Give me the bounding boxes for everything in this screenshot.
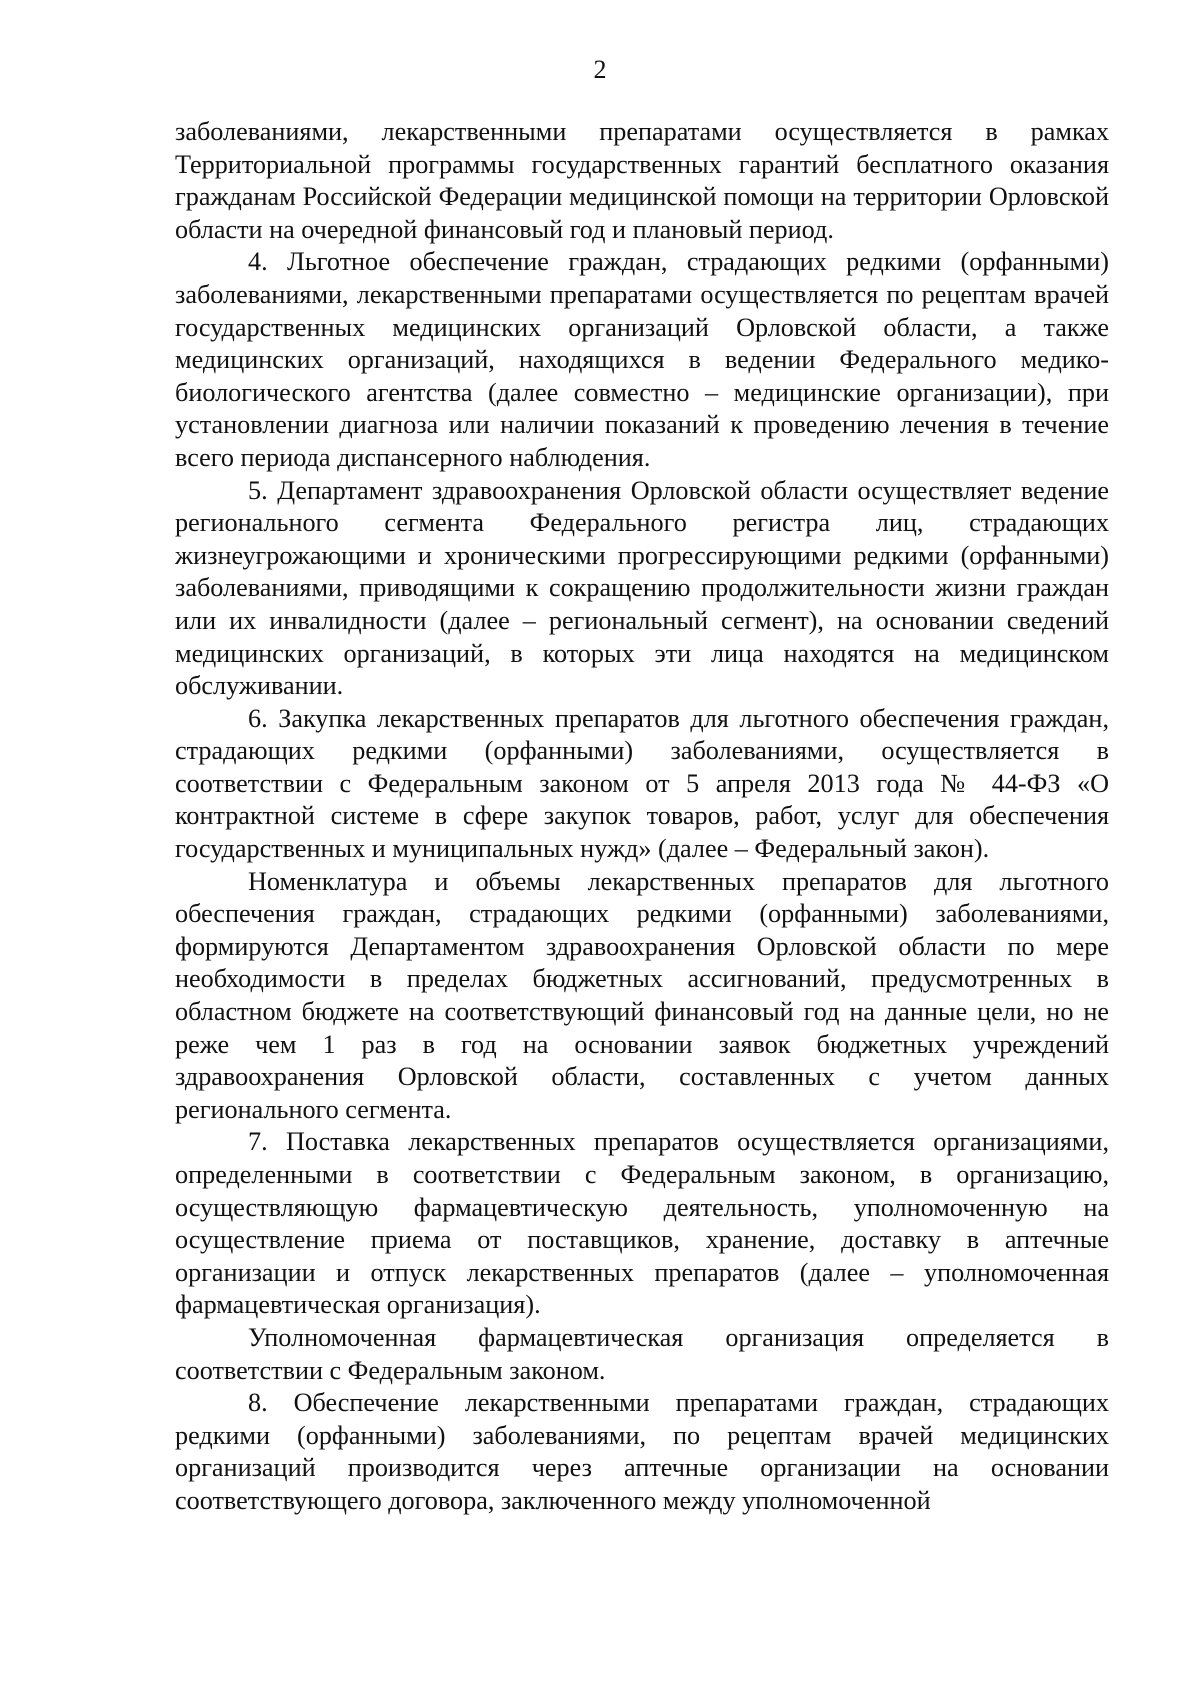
paragraph-item-7: 7. Поставка лекарственных препаратов осуществляется организациями, определенными в соответствии с Федеральным законом, в организацию, осуществляющую фармацевтическую деятельность, уполномоченную на осуществление приема от поставщиков, хранение, доставку в аптечные организации и отпуск лекарственных препаратов (далее – уполномоченная фармацевтическая организация). <box>175 1127 1109 1320</box>
paragraph-authorized-organization: Уполномоченная фармацевтическая организация определяется в соответствии с Федеральным законом. <box>175 1322 1109 1385</box>
paragraph-continuation: заболеваниями, лекарственными препаратами осуществляется в рамках Территориальной программы государственных гарантий бесплатного оказания гражданам Российской Федерации медицинской помощи на территории Орловской области на очередной финансовый год и плановый период. <box>175 117 1109 244</box>
document-body <box>175 116 1109 1518</box>
page-number: 2 <box>593 55 607 84</box>
paragraph-item-4: 4. Льготное обеспечение граждан, страдающих редкими (орфанными) заболеваниями, лекарственными препаратами осуществляется по рецептам врачей государственных медицинских организаций Орловской области, а также медицинских организаций, находящихся в ведении Федерального медико-биологического агентства (далее совместно – медицинские организации), при установлении диагноза или наличии показаний к проведению лечения в течение всего периода диспансерного наблюдения. <box>175 247 1109 472</box>
paragraph-nomenclature: Номенклатура и объемы лекарственных препаратов для льготного обеспечения граждан, страдающих редкими (орфанными) заболеваниями, формируются Департаментом здравоохранения Орловской области по мере необходимости в пределах бюджетных ассигнований, предусмотренных в областном бюджете на соответствующий финансовый год на данные цели, но не реже чем 1 раз в год на основании заявок бюджетных учреждений здравоохранения Орловской области, составленных с учетом данных регионального сегмента. <box>175 866 1109 1124</box>
paragraph-item-6: 6. Закупка лекарственных препаратов для льготного обеспечения граждан, страдающих редкими (орфанными) заболеваниями, осуществляется в соответствии с Федеральным законом от 5 апреля 2013 года № 44-ФЗ «О контрактной системе в сфере закупок товаров, работ, услуг для обеспечения государственных и муниципальных нужд» (далее – Федеральный закон). <box>175 703 1109 864</box>
paragraph-item-8: 8. Обеспечение лекарственными препаратами граждан, страдающих редкими (орфанными) заболеваниями, по рецептам врачей медицинских организаций производится через аптечные организации на основании соответствующего договора, заключенного между уполномоченной <box>175 1388 1109 1515</box>
paragraph-item-5: 5. Департамент здравоохранения Орловской области осуществляет ведение регионального сегмента Федерального регистра лиц, страдающих жизнеугрожающими и хроническими прогрессирующими редкими (орфанными) заболеваниями, приводящими к сокращению продолжительности жизни граждан или их инвалидности (далее – региональный сегмент), на основании сведений медицинских организаций, в которых эти лица находятся на медицинском обслуживании. <box>175 475 1109 701</box>
